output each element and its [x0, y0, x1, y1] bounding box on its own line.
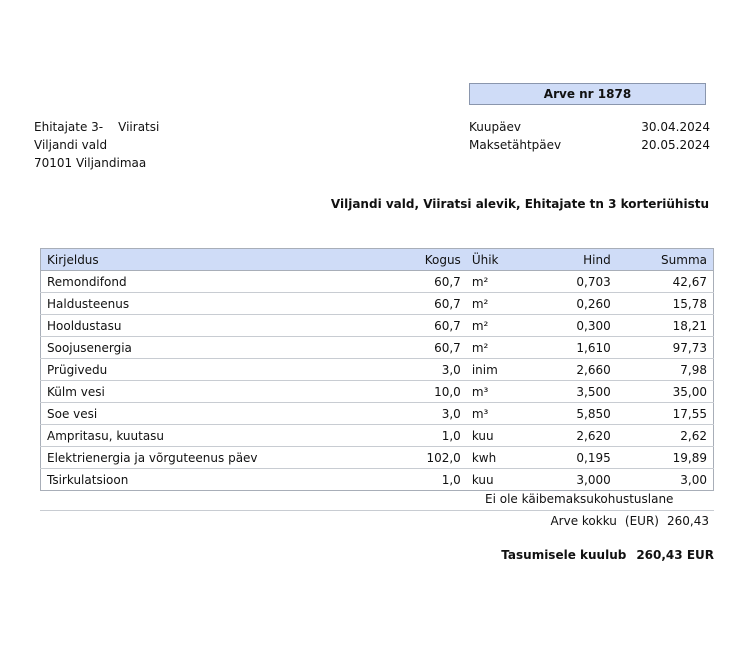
cell-quantity: 3,0 [408, 403, 467, 425]
header-quantity: Kogus [408, 249, 467, 271]
table-row [41, 425, 714, 447]
cell-sum: 19,89 [617, 447, 714, 469]
cell-sum: 3,00 [680, 472, 707, 487]
cell-unit: kuu [471, 472, 494, 487]
cell-price: 2,620 [529, 425, 617, 447]
cell-unit: m² [467, 293, 529, 315]
cell-description: Haldusteenus [41, 293, 409, 315]
date-value: 30.04.2024 [641, 120, 710, 134]
table-row [41, 447, 714, 469]
cell-price: 3,500 [529, 381, 617, 403]
cell-quantity: 60,7 [408, 271, 467, 293]
cell-sum: 15,78 [617, 293, 714, 315]
table-row [41, 469, 714, 491]
cell-sum: 97,73 [617, 337, 714, 359]
cell-unit: m² [467, 315, 529, 337]
invoice-title: Arve nr 1878 [469, 83, 706, 105]
cell-description: Prügivedu [41, 359, 409, 381]
due-date-value: 20.05.2024 [641, 138, 710, 152]
cell-description: Soojusenergia [41, 337, 409, 359]
cell-unit: m³ [467, 381, 529, 403]
cell-sum: 42,67 [617, 271, 714, 293]
cell-price: 0,195 [529, 447, 617, 469]
cell-quantity: 1,0 [441, 472, 461, 487]
cell-description: Elektrienergia ja võrguteenus päev [41, 447, 409, 469]
cell-quantity: 60,7 [408, 337, 467, 359]
header-price: Hind [529, 249, 617, 271]
table-row [41, 315, 714, 337]
due-date-label: Maksetähtpäev [469, 138, 562, 152]
cell-description: Remondifond [41, 271, 409, 293]
cell-sum: 35,00 [617, 381, 714, 403]
date-label: Kuupäev [469, 120, 521, 134]
address-village: Viiratsi [118, 120, 160, 134]
table-row [41, 403, 714, 425]
cell-unit: kuu [467, 425, 529, 447]
table-row [41, 293, 714, 315]
sender-address [34, 118, 159, 172]
cell-price: 0,300 [529, 315, 617, 337]
cell-price: 0,703 [529, 271, 617, 293]
total-label: Arve kokku [550, 514, 617, 528]
cell-unit: kwh [467, 447, 529, 469]
cell-description: Tsirkulatsioon [47, 472, 129, 487]
payable-label: Tasumisele kuulub [501, 548, 627, 562]
cell-unit: m³ [467, 403, 529, 425]
divider [40, 510, 714, 511]
cell-quantity: 60,7 [408, 293, 467, 315]
payable-amount: 260,43 EUR [636, 548, 714, 562]
table-row [41, 271, 714, 293]
cell-description: Soe vesi [41, 403, 409, 425]
cell-description: Ampritasu, kuutasu [41, 425, 409, 447]
cell-sum: 18,21 [617, 315, 714, 337]
total-amount: 260,43 [667, 514, 709, 528]
cell-sum: 7,98 [617, 359, 714, 381]
cell-price: 0,260 [529, 293, 617, 315]
table-row [41, 359, 714, 381]
cell-price: 1,610 [529, 337, 617, 359]
cell-quantity: 10,0 [408, 381, 467, 403]
address-municipality: Viljandi vald [34, 138, 108, 152]
invoice-meta [469, 118, 710, 154]
cell-sum: 17,55 [617, 403, 714, 425]
cell-unit: inim [467, 359, 529, 381]
cell-description: Hooldustasu [41, 315, 409, 337]
header-sum: Summa [617, 249, 714, 271]
table-row [41, 337, 714, 359]
cell-quantity: 3,0 [408, 359, 467, 381]
header-description: Kirjeldus [41, 249, 409, 271]
total-currency: (EUR) [624, 514, 659, 528]
table-header-row [41, 249, 714, 271]
cell-unit: m² [467, 337, 529, 359]
cell-quantity: 102,0 [408, 447, 467, 469]
address-postal: 70101 Viljandimaa [34, 156, 147, 170]
cell-quantity: 1,0 [408, 425, 467, 447]
cell-description: Külm vesi [41, 381, 409, 403]
recipient-name: Viljandi vald, Viiratsi alevik, Ehitajate tn 3 korteriühistu [330, 197, 709, 211]
cell-price: 2,660 [529, 359, 617, 381]
header-unit: Ühik [467, 249, 529, 271]
invoice-total [542, 514, 709, 528]
table-row [41, 381, 714, 403]
amount-payable [501, 548, 714, 562]
vat-note: Ei ole käibemaksukohustuslane [485, 492, 674, 506]
address-street: Ehitajate 3- [34, 120, 104, 134]
cell-price: 3,000 [576, 472, 611, 487]
cell-unit: m² [467, 271, 529, 293]
invoice-items-table [40, 248, 714, 491]
cell-sum: 2,62 [617, 425, 714, 447]
cell-quantity: 60,7 [408, 315, 467, 337]
cell-price: 5,850 [529, 403, 617, 425]
